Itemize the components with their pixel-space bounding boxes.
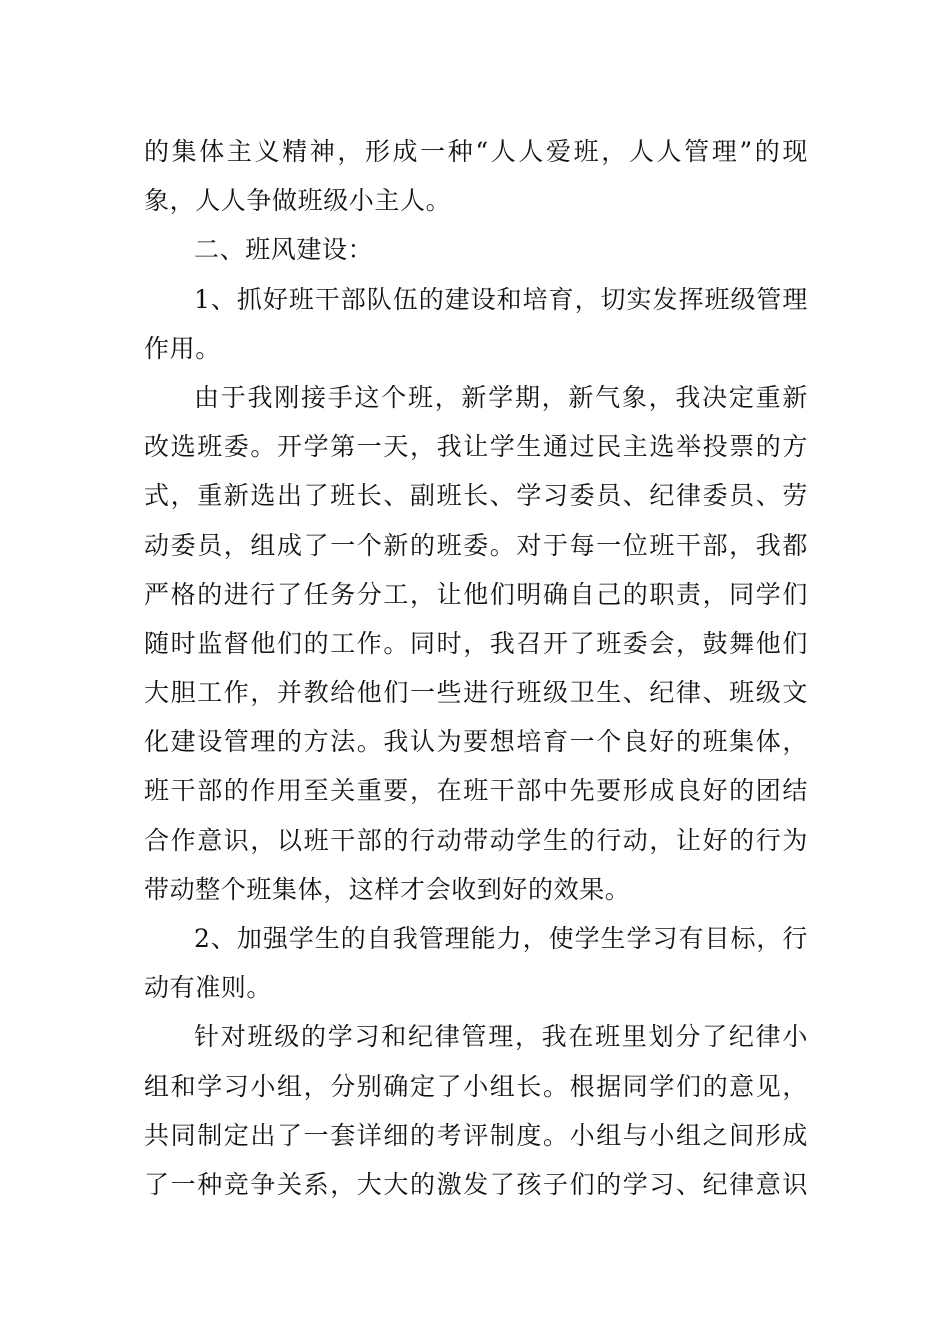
text-line: 动委员，组成了一个新的班委。对于每一位班干部，我都: [144, 530, 808, 560]
text-line: 合作意识，以班干部的行动带动学生的行动，让好的行为: [144, 825, 808, 855]
text-line: 组和学习小组，分别确定了小组长。根据同学们的意见，: [144, 1071, 808, 1101]
text-line: 班干部的作用至关重要，在班干部中先要形成良好的团结: [144, 776, 808, 806]
text-line: 改选班委。开学第一天，我让学生通过民主选举投票的方: [144, 432, 808, 462]
text-line: 针对班级的学习和纪律管理，我在班里划分了纪律小: [194, 1022, 808, 1052]
text-line: 带动整个班集体，这样才会收到好的效果。: [144, 874, 631, 904]
text-line: 象，人人争做班级小主人。: [144, 186, 452, 216]
subsection-heading: 1、抓好班干部队伍的建设和培育，切实发挥班级管理: [194, 284, 808, 314]
section-heading: 二、班风建设：: [194, 235, 374, 265]
body-text: [144, 127, 808, 1209]
text-line: 严格的进行了任务分工，让他们明确自己的职责，同学们: [144, 579, 808, 609]
text-line: 的集体主义精神，形成一种“人人爱班，人人管理”的现: [144, 137, 808, 166]
text-line: 了一种竞争关系，大大的激发了孩子们的学习、纪律意识: [144, 1169, 808, 1199]
subsection-heading: 2、加强学生的自我管理能力，使学生学习有目标，行: [194, 924, 808, 953]
text-line: 化建设管理的方法。我认为要想培育一个良好的班集体，: [144, 727, 808, 757]
text-line: 作用。: [144, 333, 221, 363]
text-line: 大胆工作，并教给他们一些进行班级卫生、纪律、班级文: [144, 678, 808, 708]
text-line: 随时监督他们的工作。同时，我召开了班委会，鼓舞他们: [144, 628, 808, 658]
text-line: 式，重新选出了班长、副班长、学习委员、纪律委员、劳: [144, 481, 808, 511]
text-line: 动有准则。: [144, 973, 273, 1003]
text-line: 由于我刚接手这个班，新学期，新气象，我决定重新: [194, 382, 808, 412]
text-line: 共同制定出了一套详细的考评制度。小组与小组之间形成: [144, 1120, 808, 1150]
